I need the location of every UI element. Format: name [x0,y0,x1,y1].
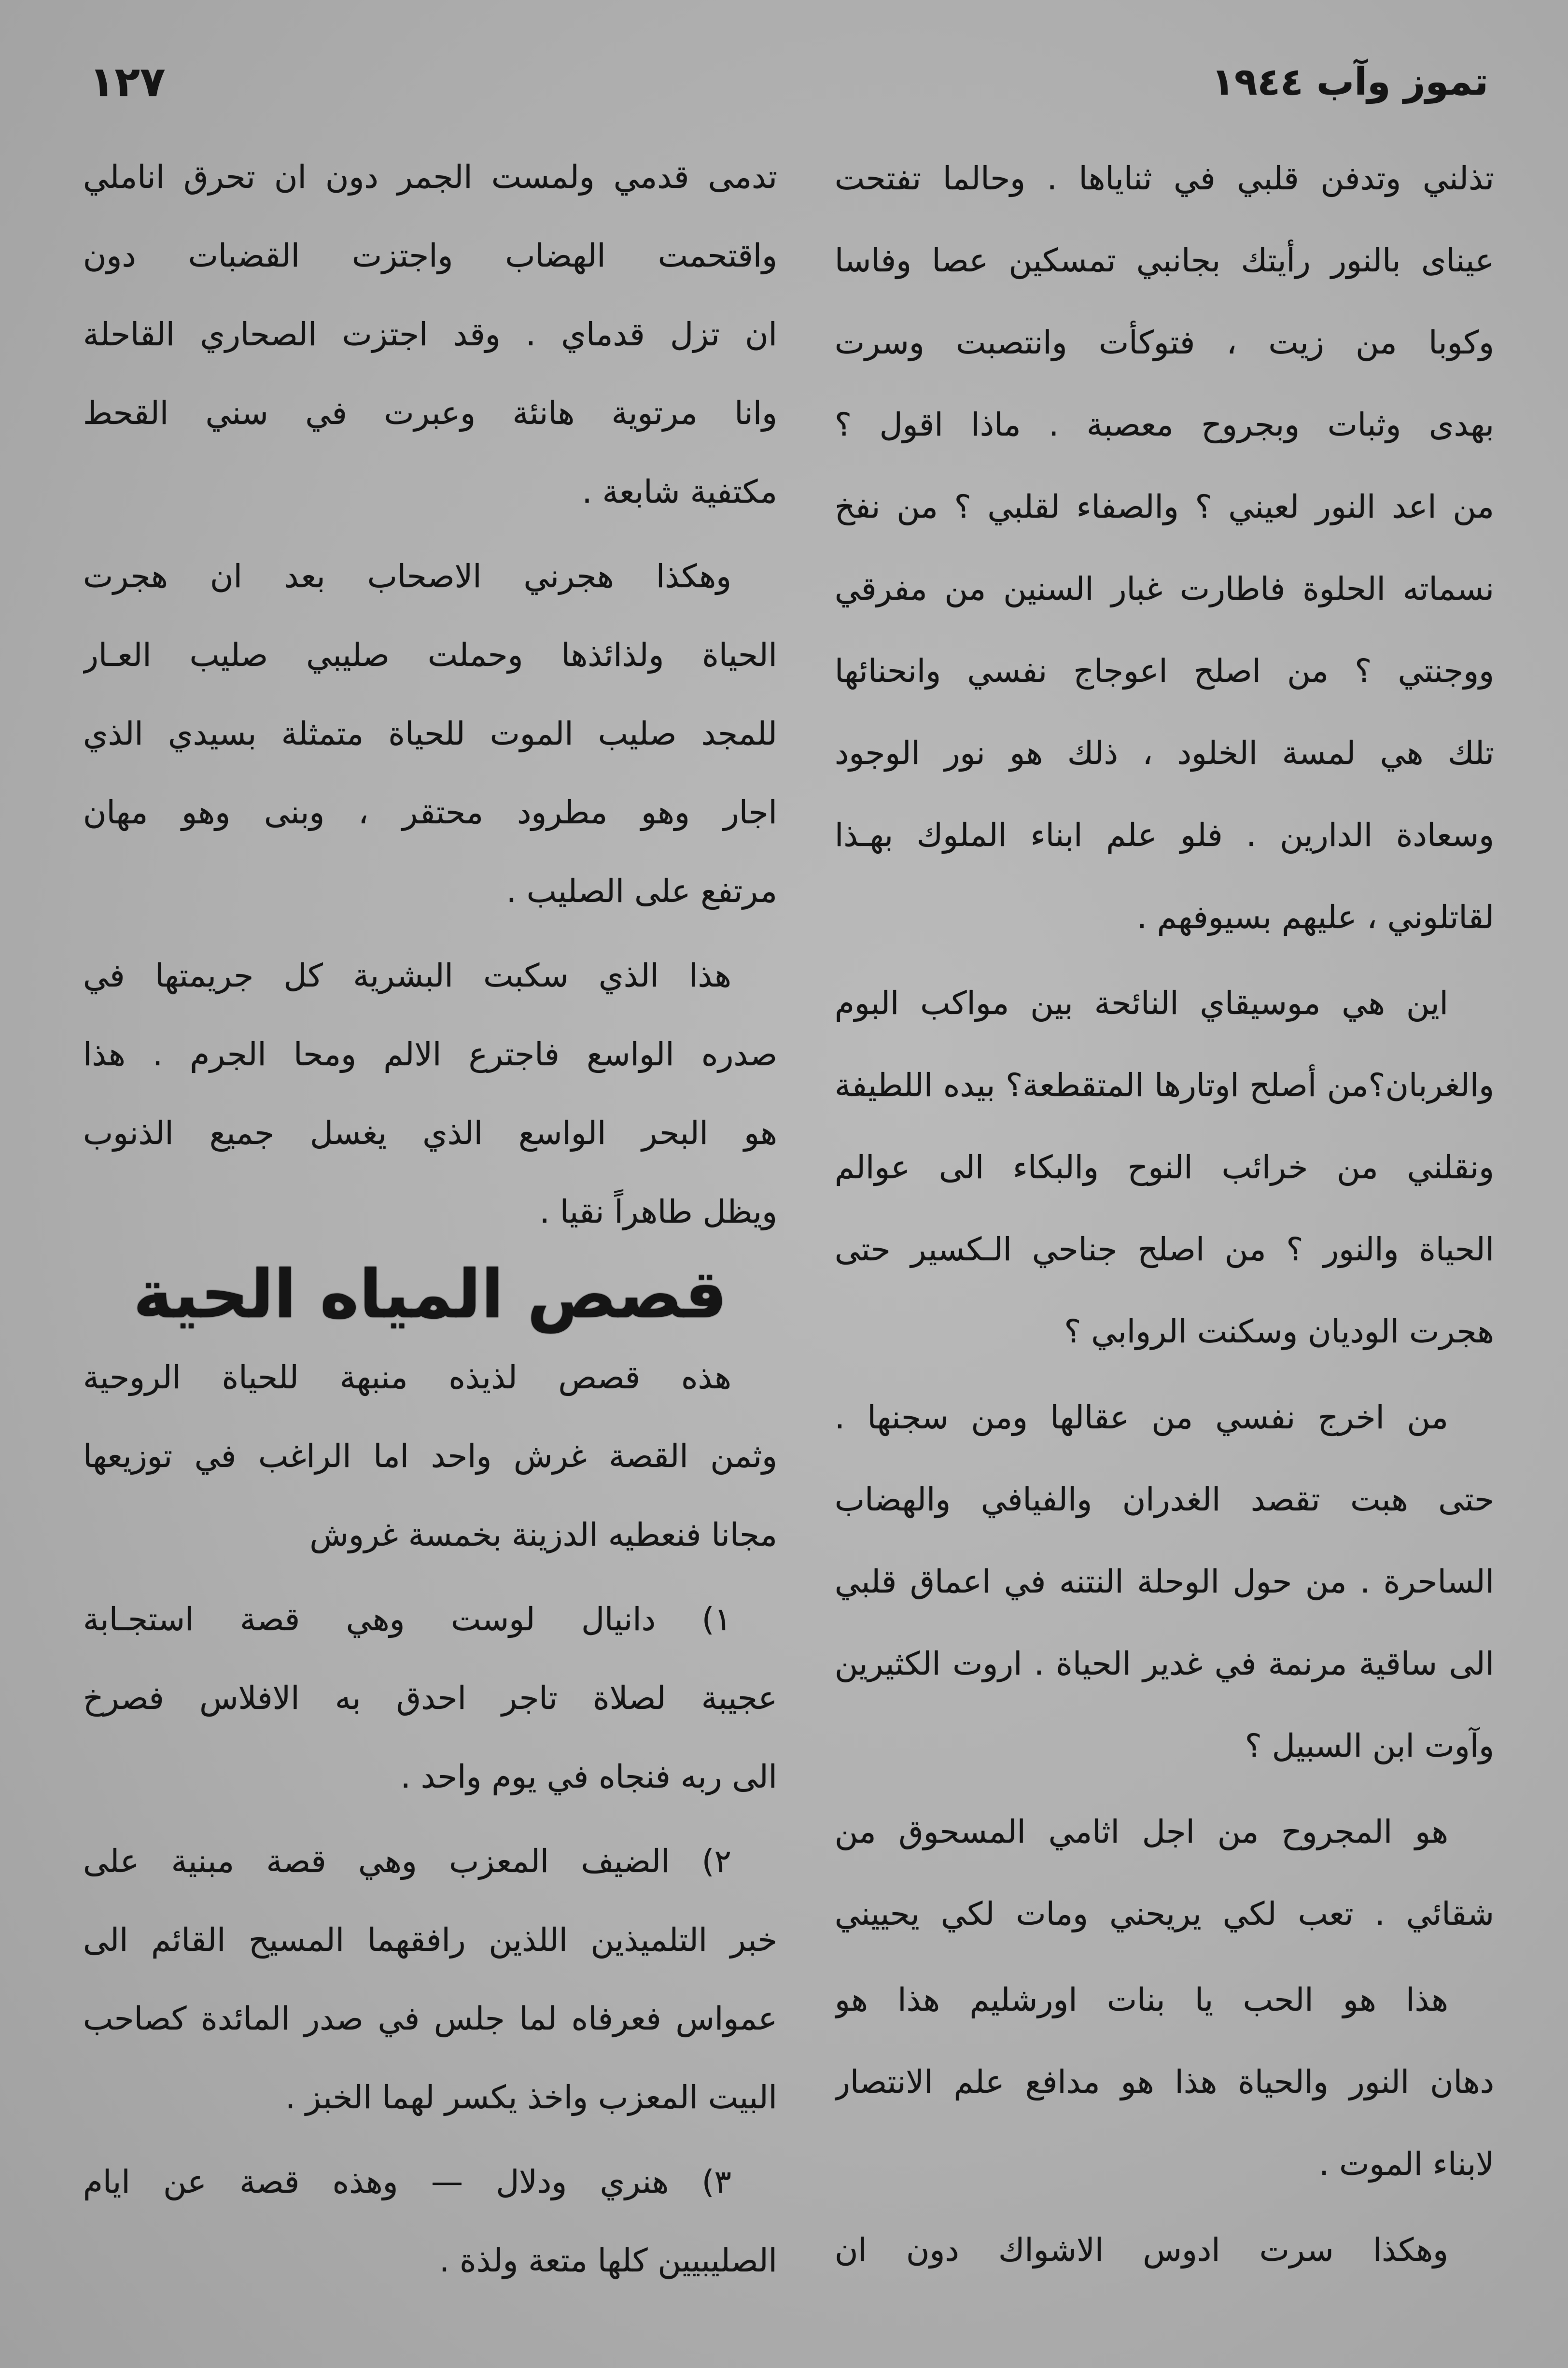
text-line: هو المجروح من اجل اثامي المسحوق من [835,1813,1448,1850]
list-item [83,1580,777,1816]
paragraph [83,936,777,1251]
paragraph [83,1338,777,1574]
text-line: شقائي . تعب لكي يريحني ومات لكي يحييني [835,1895,1494,1932]
text-line: والغربان؟من أصلح اوتارها المتقطعة؟ بيده اللطيفة [835,1067,1494,1104]
text-line: عجيبة لصلاة تاجر احدق به الافلاس فصرخ [83,1679,777,1717]
text-line: وهكذا هجرني الاصحاب بعد ان هجرت [83,558,731,595]
text-line: وهكذا سرت ادوس الاشواك دون ان [835,2231,1448,2269]
section-heading: قصص المياه الحية [133,1255,728,1333]
page-number: ١٢٧ [89,58,166,106]
text-line: الحياة والنور ؟ من اصلح جناحي الـكسير حتى [835,1231,1494,1268]
text-line: للمجد صليب الموت للحياة متمثلة بسيدي الذي [83,715,777,752]
text-line: وآوت ابن السبيل ؟ [1245,1727,1494,1764]
text-line: ويظل طاهراً نقيا . [539,1193,777,1230]
text-line: حتى هبت تقصد الغدران والفيافي والهضاب [835,1481,1494,1518]
text-line: الحياة ولذائذها وحملت صليبي صليب العـار [83,636,777,674]
text-line: هذا هو الحب يا بنات اورشليم هذا هو [835,1981,1448,2018]
right-column [835,138,1494,2291]
paragraph [835,962,1494,1373]
text-line: مرتفع على الصليب . [506,873,777,910]
text-line: عيناى بالنور رأيتك بجانبي تمسكين عصا وفاسا [835,242,1494,279]
text-line: خبر التلميذين اللذين رافقهما المسيح القائم الى [83,1921,777,1959]
left-column [83,138,777,2300]
text-line: نسماته الحلوة فاطارت غبار السنين من مفرقي [835,570,1494,607]
list-item [83,2142,777,2300]
text-line: الصليبيين كلها متعة ولذة . [439,2242,777,2279]
text-line: الى ساقية مرنمة في غدير الحياة . اروت الكثيرين [835,1645,1494,1682]
text-line: من اعد النور لعيني ؟ والصفاء لقلبي ؟ من نفخ [835,488,1494,525]
issue-date: تموز وآب ١٩٤٤ [1211,60,1488,104]
text-line: هذا الذي سكبت البشرية كل جريمتها في [83,957,731,994]
text-line: وكوبا من زيت ، فتوكأت وانتصبت وسرت [835,324,1494,361]
text-line: وثمن القصة غرش واحد اما الراغب في توزيعها [83,1438,777,1475]
text-line: الساحرة . من حول الوحلة النتنه في اعماق قلبي [835,1563,1494,1600]
text-line: ان تزل قدماي . وقد اجتزت الصحاري القاحلة [83,316,777,353]
paragraph [83,138,777,531]
text-line: ٢) الضيف المعزب وهي قصة مبنية على [83,1843,731,1880]
text-line: تدمى قدمي ولمست الجمر دون ان تحرق اناملي [83,158,777,196]
paragraph [835,1791,1494,1955]
text-line: تلك هي لمسة الخلود ، ذلك هو نور الوجود [835,734,1494,772]
text-line: من اخرج نفسي من عقالها ومن سجنها . [835,1399,1448,1436]
list-item [83,1822,777,2137]
text-line: وسعادة الدارين . فلو علم ابناء الملوك بهـذا [835,817,1494,854]
text-line: بهدى وثبات وبجروح معصبة . ماذا اقول ؟ [835,406,1494,443]
paragraph [835,2209,1494,2291]
paragraph [835,138,1494,958]
text-line: هذه قصص لذيذه منبهة للحياة الروحية [83,1359,731,1396]
text-line: مجانا فنعطيه الدزينة بخمسة غروش [309,1516,777,1553]
text-line: ١) دانيال لوست وهي قصة استجـابة [83,1601,731,1638]
text-line: واقتحمت الهضاب واجتزت القضبات دون [83,237,777,274]
text-line: عمواس فعرفاه لما جلس في صدر المائدة كصاحب [83,2000,777,2037]
text-line: اين هي موسيقاي النائحة بين مواكب البوم [835,985,1448,1022]
paragraph [835,1959,1494,2205]
text-line: دهان النور والحياة هذا هو مدافع علم الانتصار [835,2063,1494,2100]
text-line: تذلني وتدفن قلبي في ثناياها . وحالما تفتحت [835,160,1494,197]
paragraph [83,537,777,930]
text-line: ٣) هنري ودلال — وهذه قصة عن ايام [83,2163,731,2200]
text-line: اجار وهو مطرود محتقر ، وبنى وهو مهان [83,794,777,831]
text-line: هو البحر الواسع الذي يغسل جميع الذنوب [83,1114,777,1152]
text-line: البيت المعزب واخذ يكسر لهما الخبز . [285,2079,777,2116]
text-line: لقاتلوني ، عليهم بسيوفهم . [1136,899,1494,936]
text-line: الى ربه فنجاه في يوم واحد . [400,1758,777,1795]
text-line: ونقلني من خرائب النوح والبكاء الى عوالم [835,1149,1494,1186]
text-line: صدره الواسع فاجترع الالم ومحا الجرم . هذا [83,1036,777,1073]
text-line: مكتفية شابعة . [582,473,777,510]
paragraph [835,1377,1494,1787]
text-line: ووجنتي ؟ من اصلح اعوجاج نفسي وانحنائها [835,652,1494,690]
text-line: وانا مرتوية هانئة وعبرت في سني القحط [83,395,777,432]
text-line: لابناء الموت . [1319,2145,1494,2183]
text-line: هجرت الوديان وسكنت الروابي ؟ [1064,1313,1494,1350]
